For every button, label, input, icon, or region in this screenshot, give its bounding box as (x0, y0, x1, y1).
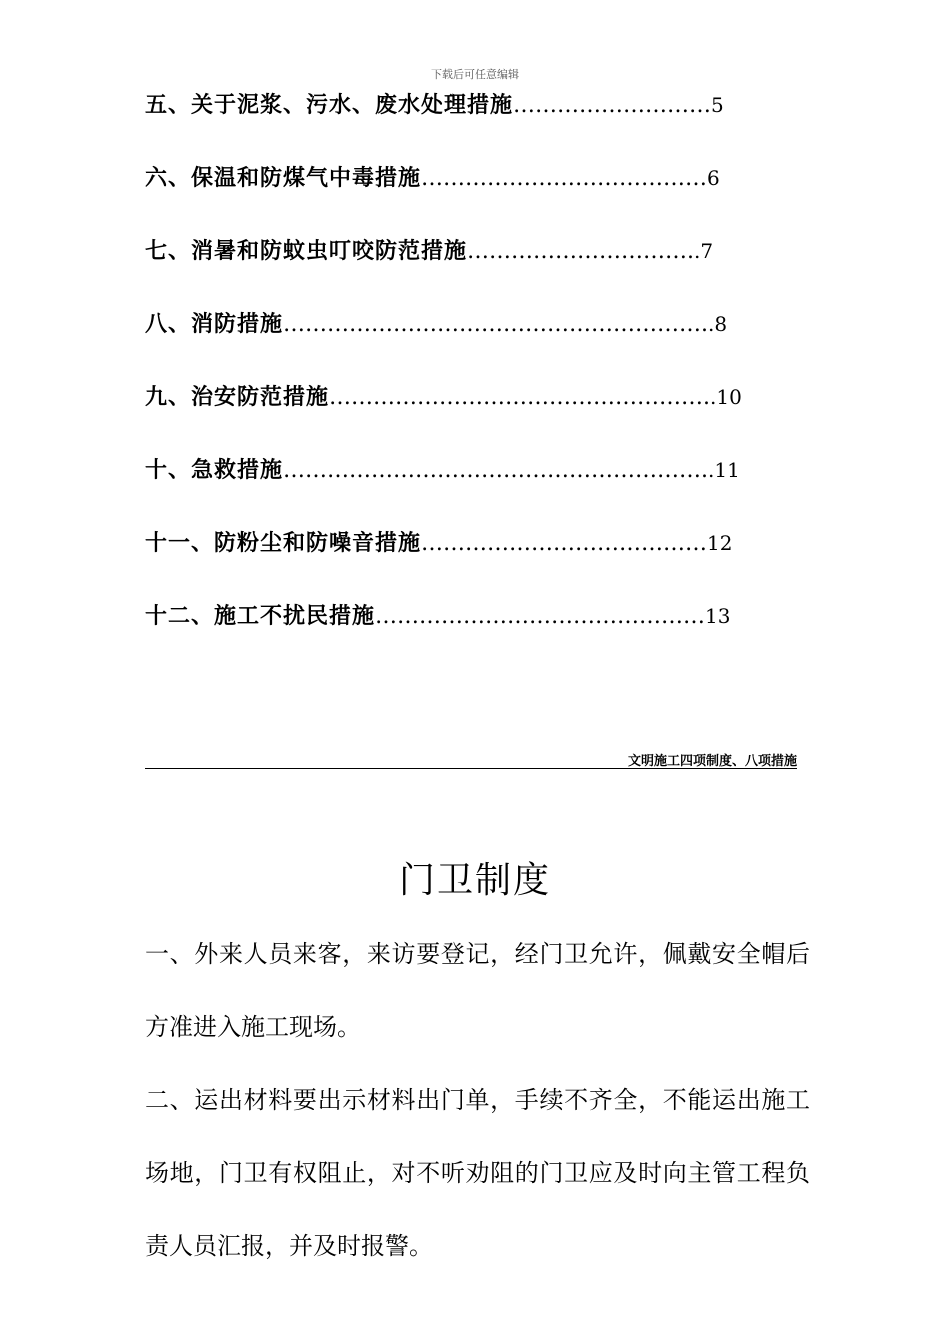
header-divider (145, 768, 797, 769)
toc-leader: …………………………………………………. (283, 458, 709, 483)
toc-leader: ………………………………… (421, 166, 708, 191)
toc-page-number: .10 (710, 385, 742, 409)
section-title: 门卫制度 (398, 860, 551, 902)
toc-entry-6[interactable] (145, 161, 745, 234)
toc-leader: ……………………………………… (375, 604, 706, 629)
toc-page-number: 5 (711, 93, 724, 117)
toc-title: 八、消防措施 (145, 311, 284, 337)
toc-page-number: .7 (694, 239, 714, 263)
toc-title: 九、治安防范措施 (145, 384, 330, 410)
toc-entry-11[interactable] (145, 526, 745, 599)
toc-leader: ……………………… (513, 93, 712, 118)
toc-leader: …………………………………………………. (283, 312, 709, 337)
toc-leader: ………………………………… (421, 531, 708, 556)
running-header: 文明施工四项制度、八项措施 (627, 754, 797, 769)
toc-leader: ……………………………………………. (329, 385, 711, 410)
toc-entry-12[interactable] (145, 599, 745, 672)
toc-entry-9[interactable] (145, 380, 745, 453)
toc-page-number: .8 (708, 312, 728, 336)
toc-page-number: 13 (705, 604, 731, 628)
toc-entry-10[interactable] (145, 453, 745, 526)
toc-page-number: .11 (708, 458, 740, 482)
toc-page-number: 6 (707, 166, 720, 190)
toc-title: 七、消暑和防蚊虫叮咬防范措施 (145, 238, 468, 264)
toc-title: 十、急救措施 (145, 457, 284, 483)
toc-page-number: 12 (707, 531, 733, 555)
toc-entry-8[interactable] (145, 307, 745, 380)
toc-leader: …………………………. (467, 239, 695, 264)
toc-title: 十二、施工不扰民措施 (145, 603, 376, 629)
toc-title: 十一、防粉尘和防噪音措施 (145, 530, 422, 556)
toc-entry-7[interactable] (145, 234, 745, 307)
paragraph-2: 二、运出材料要出示材料出门单，手续不齐全，不能运出施工场地，门卫有权阻止，对不听劝阻的门卫应及时向主管工程负责人员汇报，并及时报警。 (145, 1086, 810, 1260)
toc-title: 六、保温和防煤气中毒措施 (145, 165, 422, 191)
watermark-text: 下载后可任意编辑 (431, 68, 519, 81)
toc-title: 五、关于泥浆、污水、废水处理措施 (145, 92, 514, 118)
toc-entry-5[interactable] (145, 88, 745, 161)
table-of-contents (145, 88, 745, 672)
paragraph-1: 一、外来人员来客，来访要登记，经门卫允许，佩戴安全帽后方准进入施工现场。 (145, 940, 810, 1041)
body-text (145, 918, 810, 1283)
